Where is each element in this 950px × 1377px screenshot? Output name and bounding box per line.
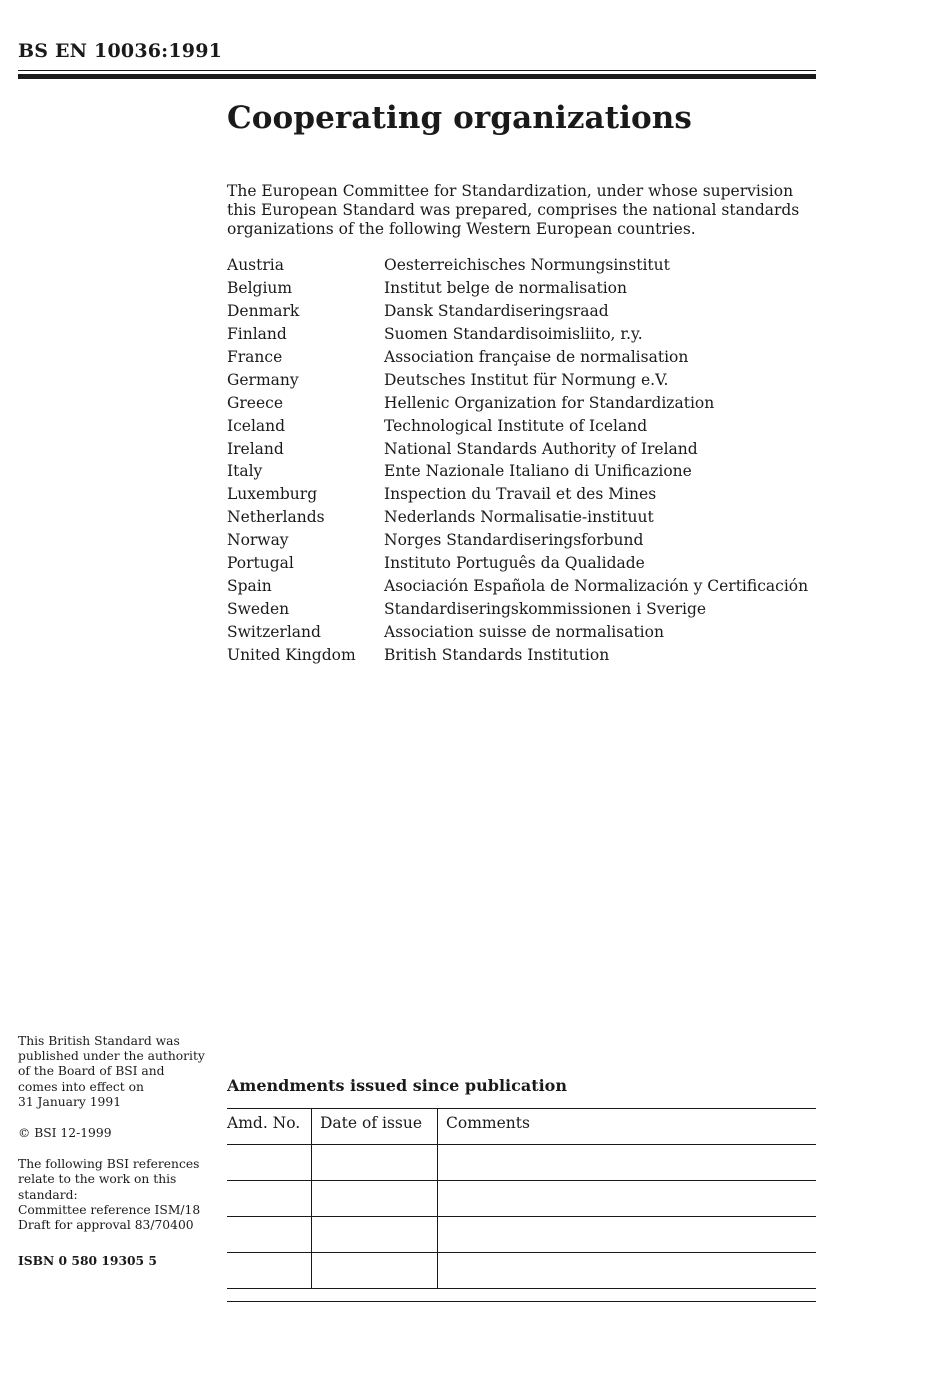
country-name: Switzerland [227, 622, 321, 641]
organization-row [227, 620, 808, 643]
amendment-row [227, 1217, 816, 1253]
page-title: Cooperating organizations [227, 100, 692, 136]
amendment-cell [312, 1145, 438, 1181]
organization-row [227, 414, 808, 437]
publication-line: published under the authority [18, 1049, 205, 1064]
organization-row [227, 300, 808, 323]
organization-name: Standardiseringskommissionen i Sverige [384, 599, 707, 618]
amendment-cell [438, 1181, 817, 1217]
organization-name: Institut belge de normalisation [384, 279, 627, 298]
organization-name: Oesterreichisches Normungsinstitut [384, 256, 670, 275]
country-name: Greece [227, 393, 283, 412]
organization-name: Inspection du Travail et des Mines [384, 485, 657, 504]
footer-rule [227, 1301, 816, 1302]
organization-name: Ente Nazionale Italiano di Unificazione [384, 462, 692, 481]
country-name: Germany [227, 370, 299, 389]
organization-name: Asociación Española de Normalización y Certificación [384, 576, 809, 595]
country-name: Finland [227, 325, 287, 344]
organization-name: Suomen Standardisoimisliito, r.y. [384, 325, 643, 344]
organizations-table [227, 254, 808, 666]
organization-name: Association suisse de normalisation [384, 622, 664, 641]
organization-row [227, 529, 808, 552]
organization-row [227, 597, 808, 620]
organization-row [227, 277, 808, 300]
amendment-cell [312, 1253, 438, 1289]
organization-name: Technological Institute of Iceland [384, 416, 648, 435]
reference-line: relate to the work on this [18, 1172, 177, 1187]
amendment-cell [227, 1217, 312, 1253]
country-name: Denmark [227, 302, 300, 321]
country-name: Sweden [227, 599, 290, 618]
amendment-cell [227, 1253, 312, 1289]
publication-line: of the Board of BSI and [18, 1064, 165, 1079]
organization-name: Norges Standardiseringsforbund [384, 531, 644, 550]
country-name: Norway [227, 531, 289, 550]
amendment-cell [227, 1145, 312, 1181]
organization-name: National Standards Authority of Ireland [384, 439, 698, 458]
amendment-cell [312, 1217, 438, 1253]
organization-row [227, 483, 808, 506]
country-name: Belgium [227, 279, 293, 298]
publication-notes [18, 1034, 208, 1284]
country-name: Spain [227, 576, 272, 595]
amendment-row [227, 1181, 816, 1217]
amendments-header-row [227, 1109, 816, 1145]
country-name: United Kingdom [227, 645, 356, 664]
organization-row [227, 368, 808, 391]
amendment-row [227, 1145, 816, 1181]
amendment-cell [438, 1145, 817, 1181]
organization-row [227, 643, 808, 666]
country-name: Italy [227, 462, 263, 481]
amendments-heading: Amendments issued since publication [227, 1076, 567, 1095]
amendment-cell [227, 1181, 312, 1217]
organization-row [227, 391, 808, 414]
country-name: Austria [227, 256, 284, 275]
reference-line: Committee reference ISM/18 [18, 1202, 201, 1217]
organization-row [227, 437, 808, 460]
amendment-cell [312, 1181, 438, 1217]
organization-name: Nederlands Normalisatie-instituut [384, 508, 654, 527]
column-header-comments: Comments [438, 1109, 817, 1145]
organization-name: Association française de normalisation [384, 348, 689, 366]
copyright-notice: © BSI 12-1999 [18, 1126, 112, 1141]
organization-row [227, 574, 808, 597]
publication-line: comes into effect on [18, 1079, 144, 1094]
country-name: Luxemburg [227, 485, 318, 504]
country-name: Ireland [227, 439, 284, 458]
amendment-cell [438, 1217, 817, 1253]
organization-row [227, 323, 808, 346]
organization-name: British Standards Institution [384, 645, 610, 664]
reference-line: The following BSI references [18, 1157, 200, 1172]
country-name: France [227, 348, 283, 366]
organization-name: Hellenic Organization for Standardization [384, 393, 715, 412]
intro-paragraph: The European Committee for Standardization, under whose supervision this European Standard was prepared, comprises the national standards organizations of the following Western European countries. [227, 182, 800, 238]
organization-row [227, 506, 808, 529]
isbn: ISBN 0 580 19305 5 [18, 1253, 157, 1269]
organization-name: Dansk Standardiseringsraad [384, 302, 609, 321]
publication-statement [18, 1034, 208, 1110]
publication-line: This British Standard was [18, 1034, 180, 1048]
country-name: Iceland [227, 416, 286, 435]
amendment-cell [438, 1253, 817, 1289]
country-name: Portugal [227, 554, 294, 573]
column-header-date-of-issue: Date of issue [312, 1109, 438, 1145]
organization-row [227, 552, 808, 575]
header-rule-thin [18, 70, 816, 71]
organization-row [227, 346, 808, 369]
header-rule-thick [18, 74, 816, 79]
organization-row [227, 460, 808, 483]
reference-line: standard: [18, 1187, 78, 1202]
organization-name: Instituto Português da Qualidade [384, 554, 645, 573]
amendment-row [227, 1253, 816, 1289]
column-header-amd-no: Amd. No. [227, 1109, 312, 1145]
publication-line: 31 January 1991 [18, 1094, 122, 1109]
country-name: Netherlands [227, 508, 325, 527]
amendments-table [227, 1108, 816, 1289]
organization-row [227, 254, 808, 277]
reference-line: Draft for approval 83/70400 [18, 1218, 194, 1233]
organization-name: Deutsches Institut für Normung e.V. [384, 370, 669, 389]
bsi-references [18, 1157, 208, 1233]
document-id: BS EN 10036:1991 [18, 40, 223, 62]
